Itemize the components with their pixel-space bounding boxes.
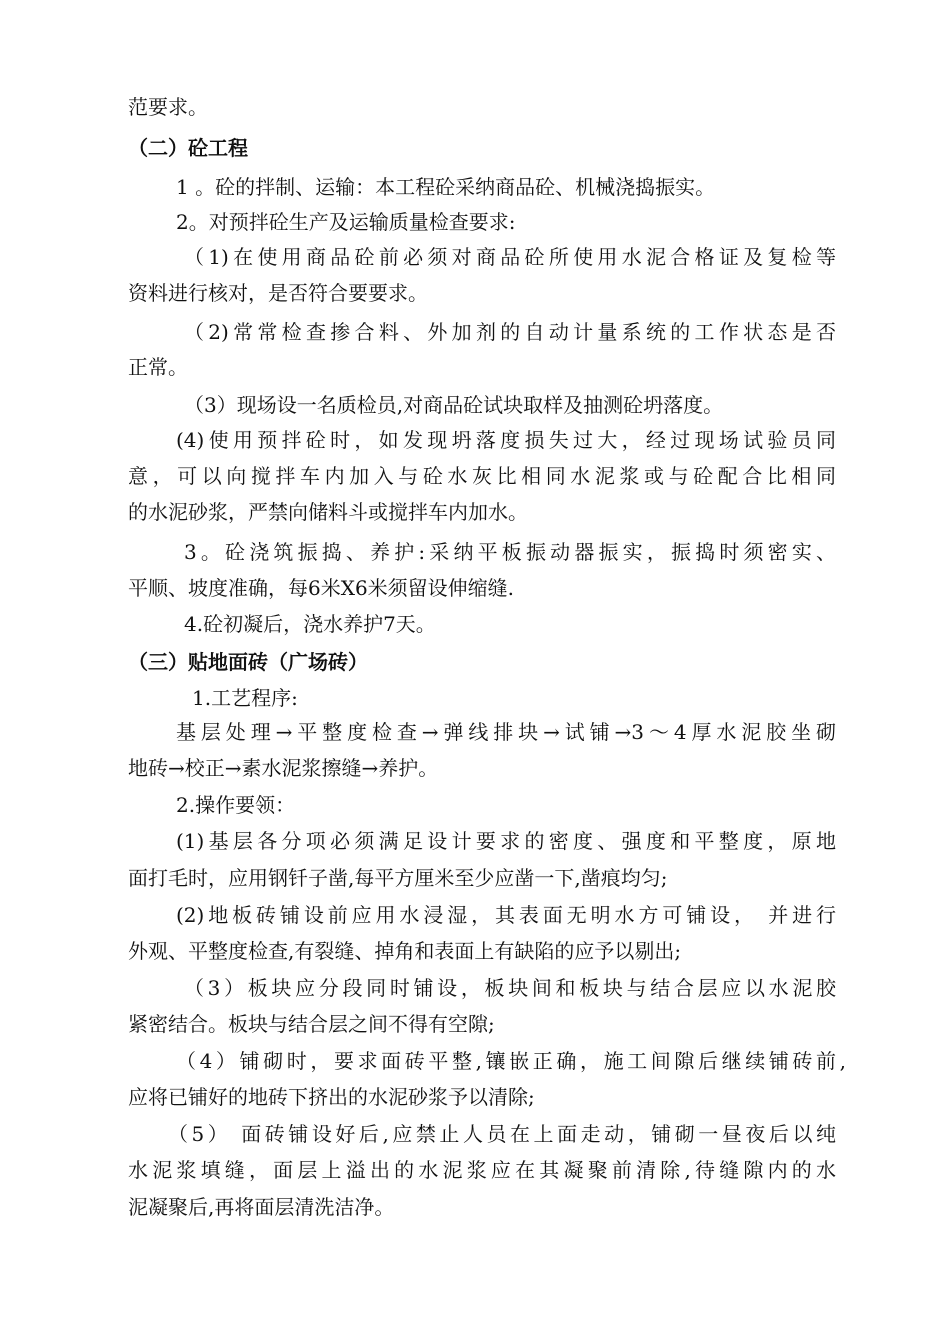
text-line: 外观、平整度检查,有裂缝、掉角和表面上有缺陷的应予以剔出; xyxy=(128,939,682,963)
text-line: 4.砼初凝后，浇水养护7天。 xyxy=(184,612,436,636)
text-line: (2)地板砖铺设前应用水浸湿，其表面无明水方可铺设， 并进行 xyxy=(176,903,836,927)
text-line: 范要求。 xyxy=(128,95,208,119)
text-line: 2。对预拌砼生产及运输质量检查要求: xyxy=(176,210,516,234)
text-line: （3）板块应分段同时铺设，板块间和板块与结合层应以水泥胶 xyxy=(184,976,836,1000)
section-heading: （二）砼工程 xyxy=(128,136,248,160)
text-line: 1 。砼的拌制、运输：本工程砼采纳商品砼、机械浇捣振实。 xyxy=(176,175,716,199)
text-line: 面打毛时，应用钢钎子凿,每平方厘米至少应凿一下,凿痕均匀; xyxy=(128,866,668,890)
section-heading: （三）贴地面砖（广场砖） xyxy=(128,650,368,674)
text-line: 平顺、坡度准确，每6米X6米须留设伸缩缝. xyxy=(128,576,515,600)
text-line: 资料进行核对，是否符合要要求。 xyxy=(128,281,428,305)
text-line: （5） 面砖铺设好后,应禁止人员在上面走动，铺砌一昼夜后以纯 xyxy=(168,1122,836,1146)
text-line: 地砖→校正→素水泥浆擦缝→养护。 xyxy=(128,756,439,780)
text-line: (4)使用预拌砼时，如发现坍落度损失过大，经过现场试验员同 xyxy=(176,428,836,452)
text-line: 2.操作要领： xyxy=(176,793,296,817)
text-line: 基层处理→平整度检查→弹线排块→试铺→3～4厚水泥胶坐砌 xyxy=(176,720,836,744)
text-line: （4）铺砌时，要求面砖平整,镶嵌正确，施工间隙后继续铺砖前, xyxy=(176,1049,846,1073)
text-line: 正常。 xyxy=(128,355,188,379)
text-line: 应将已铺好的地砖下挤出的水泥砂浆予以清除; xyxy=(128,1085,535,1109)
text-line: （2)常常检查掺合料、外加剂的自动计量系统的工作状态是否 xyxy=(184,320,836,344)
text-line: 的水泥砂浆，严禁向储料斗或搅拌车内加水。 xyxy=(128,500,528,524)
text-line: 泥凝聚后,再将面层清洗洁净。 xyxy=(128,1195,395,1219)
text-line: (1)基层各分项必须满足设计要求的密度、强度和平整度，原地 xyxy=(176,829,836,853)
text-line: 1.工艺程序: xyxy=(192,686,298,710)
text-line: 3。砼浇筑振捣、养护:采纳平板振动器振实，振捣时须密实、 xyxy=(184,540,836,564)
text-line: 意，可以向搅拌车内加入与砼水灰比相同水泥浆或与砼配合比相同 xyxy=(128,464,836,488)
text-line: （1)在使用商品砼前必须对商品砼所使用水泥合格证及复检等 xyxy=(184,245,836,269)
text-line: 水泥浆填缝，面层上溢出的水泥浆应在其凝聚前清除,待缝隙内的水 xyxy=(128,1158,836,1182)
text-line: 紧密结合。板块与结合层之间不得有空隙; xyxy=(128,1012,495,1036)
text-line: （3）现场设一名质检员,对商品砼试块取样及抽测砼坍落度。 xyxy=(184,393,724,417)
